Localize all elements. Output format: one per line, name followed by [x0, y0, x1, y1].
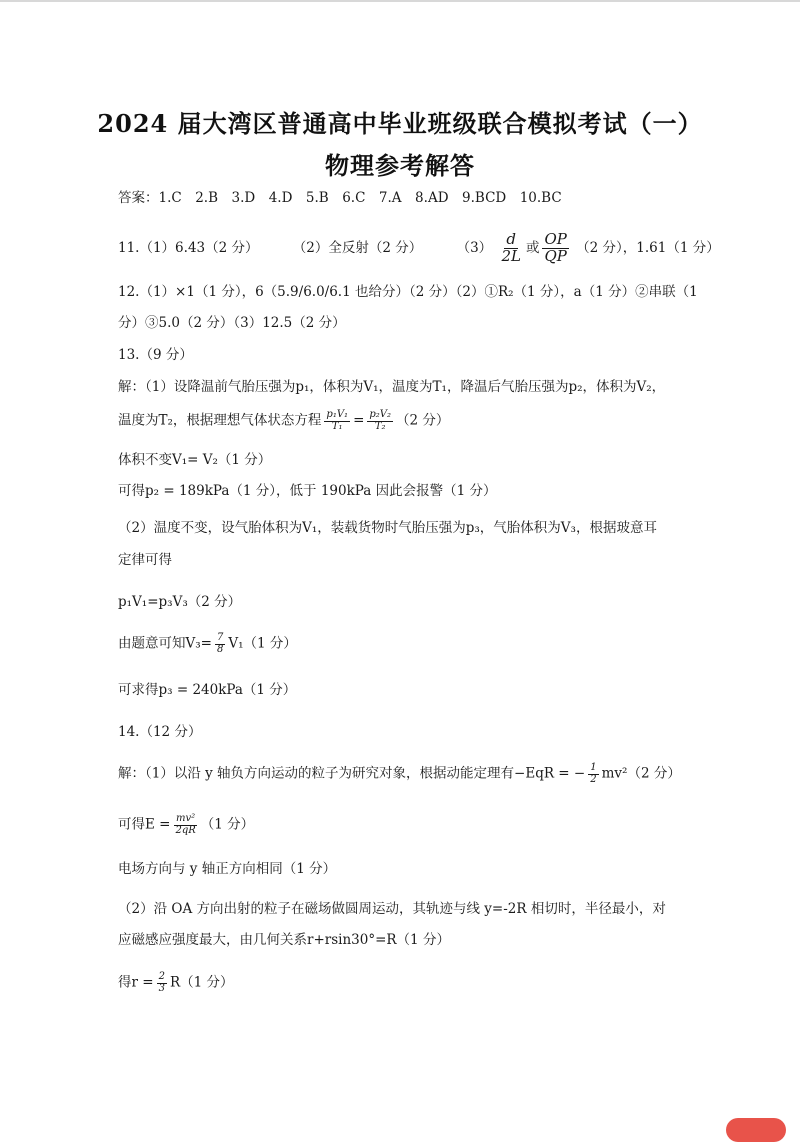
q12-line-1: 12.（1）×1（1 分），6（5.9/6.0/6.1 也给分）（2 分）（2）①R₂（1 分），a（1 分）②串联（1: [118, 284, 698, 300]
q14-line-4: （2）沿 OA 方向出射的粒子在磁场做圆周运动，其轨迹与线 y=-2R 相切时，半径最小，对: [118, 901, 666, 917]
q14-line-2-post: （1 分）: [200, 816, 255, 833]
q14-line-1-pre: 解：（1）以沿 y 轴负方向运动的粒子为研究对象，根据动能定理有−EqR = −: [118, 765, 586, 782]
top-border: [0, 0, 800, 2]
q14-line-6-post: R（1 分）: [169, 974, 234, 991]
fraction-denominator: T₂: [374, 420, 386, 432]
q14-fraction-mv2-2qr: [173, 814, 197, 836]
fraction-numerator: 1: [590, 762, 597, 773]
fraction-denominator: T₁: [331, 420, 343, 432]
q11-fraction-op-qp: [542, 232, 568, 265]
fraction-denominator: 3: [158, 982, 165, 994]
q11-part3-pre: （3）: [456, 239, 493, 256]
q14-header: 14.（12 分）: [118, 724, 202, 740]
q14-line-3: 电场方向与 y 轴正方向相同（1 分）: [118, 861, 337, 877]
q13-fraction-2: [367, 410, 393, 432]
q11-line: [118, 232, 720, 265]
fraction-denominator: QP: [544, 246, 567, 265]
fraction-denominator: 2: [590, 773, 597, 785]
q14-line-6: [118, 972, 233, 994]
fraction-numerator: 2: [158, 971, 165, 982]
q13-line-2-pre: 温度为T₂，根据理想气体状态方程: [118, 412, 322, 429]
fraction-numerator: d: [506, 230, 517, 248]
q14-fraction-2-3: [157, 972, 167, 994]
fraction-denominator: 2L: [501, 246, 521, 265]
q13-line-2: [118, 410, 449, 432]
exam-subtitle: 物理参考解答: [325, 151, 475, 180]
q13-line-3: 体积不变V₁= V₂（1 分）: [118, 452, 272, 468]
q14-line-2: [118, 814, 254, 836]
q13-line-8: [118, 633, 297, 655]
exam-title: 2024 届大湾区普通高中毕业班级联合模拟考试（一）: [97, 109, 703, 138]
fraction-numerator: p₁V₁: [326, 409, 349, 420]
q13-line-4: 可得p₂ = 189kPa（1 分），低于 190kPa 因此会报警（1 分）: [118, 483, 497, 499]
q14-line-6-pre: 得r =: [118, 974, 154, 991]
q14-line-2-pre: 可得E =: [118, 816, 171, 833]
q13-line-8-post: V₁（1 分）: [228, 635, 297, 652]
q11-part1: 11.（1）6.43（2 分）: [118, 239, 259, 256]
q11-part3-post: （2 分），1.61（1 分）: [576, 239, 720, 256]
q14-line-1: [118, 763, 681, 785]
q13-line-6: 定律可得: [118, 552, 172, 568]
q13-fraction-1: [324, 410, 350, 432]
fraction-numerator: mv²: [176, 813, 196, 824]
q11-part2: （2）全反射（2 分）: [292, 239, 423, 256]
fraction-numerator: 7: [216, 632, 224, 643]
q11-fraction-d-2l: [499, 232, 523, 265]
q13-equals: =: [353, 412, 365, 429]
corner-badge[interactable]: [726, 1118, 786, 1142]
q13-header: 13.（9 分）: [118, 347, 193, 363]
q13-line-8-pre: 由题意可知V₃=: [118, 635, 212, 652]
q13-line-1: 解：（1）设降温前气胎压强为p₁，体积为V₁，温度为T₁，降温后气胎压强为p₂，体积为V₂，: [118, 379, 666, 395]
q13-line-2-post: （2 分）: [396, 412, 450, 429]
fraction-numerator: OP: [544, 230, 567, 248]
q14-line-5: 应磁感应强度最大，由几何关系r+rsin30°=R（1 分）: [118, 932, 450, 948]
q14-line-1-post: mv²（2 分）: [601, 765, 681, 782]
q11-or: 或: [525, 239, 540, 256]
answer-key-line: 答案：1.C 2.B 3.D 4.D 5.B 6.C 7.A 8.AD 9.BCD 10.BC: [118, 190, 562, 206]
q14-fraction-1-2: [588, 763, 598, 785]
q13-line-9: 可求得p₃ = 240kPa（1 分）: [118, 682, 297, 698]
fraction-denominator: 8: [216, 643, 224, 655]
q13-line-5: （2）温度不变，设气胎体积为V₁，装载货物时气胎压强为p₃，气胎体积为V₃，根据玻意耳: [118, 520, 657, 536]
q13-line-7: p₁V₁=p₃V₃（2 分）: [118, 594, 242, 610]
q12-line-2: 分）③5.0（2 分）（3）12.5（2 分）: [118, 315, 346, 331]
fraction-denominator: 2qR: [175, 824, 196, 836]
fraction-numerator: p₂V₂: [369, 409, 392, 420]
q13-fraction-7-8: [215, 633, 225, 655]
